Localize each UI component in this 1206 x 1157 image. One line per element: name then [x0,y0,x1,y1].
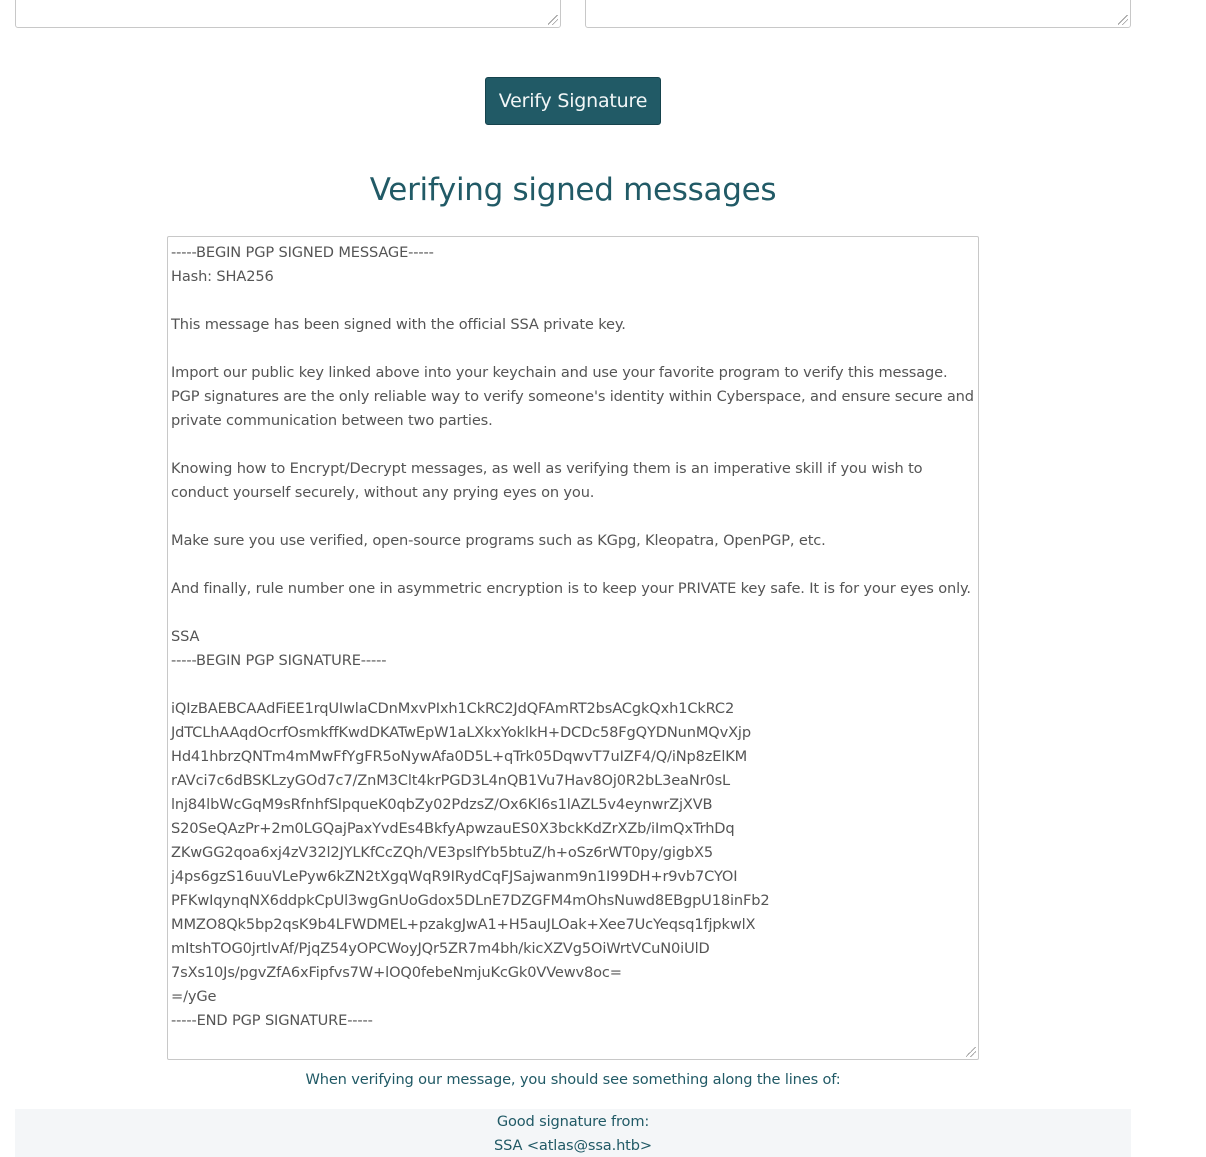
verify-signature-button[interactable]: Verify Signature [485,77,661,125]
example-signed-message-textarea[interactable] [167,236,979,1060]
resize-handle-icon[interactable] [966,1047,976,1057]
expected-result-panel [15,1109,1131,1157]
result-line-good-signature: Good signature from: [496,1113,650,1130]
signed-message-text: -----BEGIN PGP SIGNED MESSAGE----- Hash: SHA256 This message has been signed with the official SSA private key. Import our public key linked above into your keychain and use your favorite program to verify this message. PGP signatures are the only reliable way to verify someone's identity within Cyberspace, and ensure secure and private communication between two parties. Knowing how to Encrypt/Decrypt messages, as well as verifying them is an imperative skill if you wish to conduct yourself securely, without any prying eyes on you. Make sure you use verified, open-source programs such as KGpg, Kleopatra, OpenPGP, etc. And finally, rule number one in asymmetric encryption is to keep your PRIVATE key safe. It is for your eyes only. SSA -----BEGIN PGP SIGNATURE----- iQIzBAEBCAAdFiEE1rqUIwlaCDnMxvPIxh1CkRC2JdQFAmRT2bsACgkQxh1CkRC2 JdTCLhAAqdOcrfOsmkffKwdDKATwEpW1aLXkxYoklkH+DCDc58FgQYDNunMQvXjp Hd41hbrzQNTm4mMwFfYgFR5oNywAfa0D5L+qTrk05DqwvT7uIZF4/Q/iNp8zElKM rAVci7c6dBSKLzyGOd7c7/ZnM3Clt4krPGD3L4nQB1Vu7Hav8Oj0R2bL3eaNr0sL lnj84lbWcGqM9sRfnhfSlpqueK0qbZy02PdzsZ/Ox6Kl6s1lAZL5v4eynwrZjXVB S20SeQAzPr+2m0LGQajPaxYvdEs4BkfyApwzauES0X3bckKdZrXZb/iImQxTrhDq ZKwGG2qoa6xj4zV32l2JYLKfCcZQh/VE3pslfYb5btuZ/h+oSz6rWT0py/gigbX5 j4ps6gzS16uuVLePyw6kZN2tXgqWqR9IRydCqFJSajwanm9n1I99DH+r9vb7CYOI PFKwIqynqNX6ddpkCpUl3wgGnUoGdox5DLnE7DZGFM4mOhsNuwd8EBgpU18inFb2 MMZO8Qk5bp2qsK9b4LFWDMEL+pzakgJwA1+H5auJLOak+Xee7UcYeqsq1fjpkwlX mItshTOG0jrtlvAf/PjqZ54yOPCWoyJQr5ZR7m4bh/kicXZVg5OiWrtVCuN0iUlD 7sXs10Js/pgvZfA6xFipfvs7W+lOQ0febeNmjuKcGk0VVewv8oc= =/yGe -----END PGP SIGNATURE----- [171,244,974,1029]
signed-message-input[interactable] [15,0,561,28]
resize-handle-icon[interactable] [1118,15,1128,25]
resize-handle-icon[interactable] [548,15,558,25]
public-key-input[interactable] [585,0,1131,28]
verification-hint: When verifying our message, you should see something along the lines of: [305,1071,841,1088]
section-heading: Verifying signed messages [369,172,777,208]
result-line-signer: SSA <atlas@ssa.htb> [494,1137,652,1154]
